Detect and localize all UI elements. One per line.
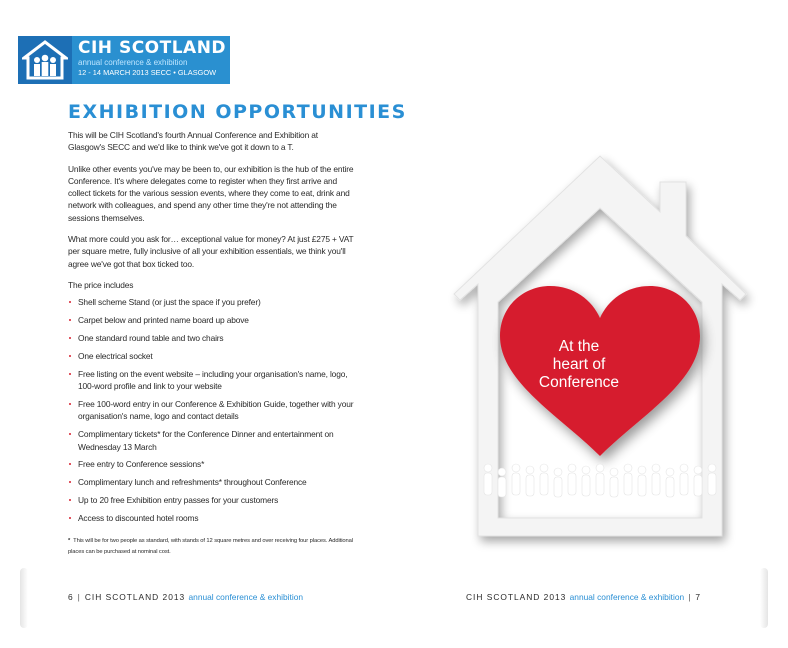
footer-right	[466, 592, 701, 602]
price-includes-list	[68, 296, 354, 524]
footer-left	[68, 592, 303, 602]
heart-caption	[519, 338, 639, 392]
list-item: One standard round table and two chairs	[68, 332, 354, 344]
list-item: Shell scheme Stand (or just the space if you prefer)	[68, 296, 354, 308]
footer-divider: |	[77, 592, 81, 602]
price-includes-label: The price includes	[68, 279, 134, 290]
footnote-text: This will be for two people as standard, with stands of 12 square metres and over receiving four places. Additional places can be purchased at nominal cost.	[68, 538, 353, 555]
footer-brand: CIH SCOTLAND 2013	[84, 592, 186, 602]
heart-caption-line: heart of	[552, 356, 606, 373]
people-silhouettes	[484, 464, 716, 497]
cih-scotland-logo	[18, 36, 230, 84]
body-text	[68, 129, 354, 530]
logo-title: CIH SCOTLAND	[78, 38, 227, 58]
page-curl-right	[760, 568, 768, 628]
page-curl-left	[20, 568, 28, 628]
page-number-right: 7	[695, 592, 702, 602]
heart-caption-line: Conference	[538, 374, 620, 391]
list-item: Free listing on the event website – including your organisation's name, logo, 100-word profile and link to your website	[68, 368, 354, 393]
logo-text-block	[72, 36, 230, 84]
hub-paragraph: Unlike other events you've may be been to, our exhibition is the hub of the entire Conference. It's where delegates come to register when they first arrive and collect tickets for the various session events, where they come to eat, drink and network with colleagues, and spend any other time they're not attending the sessions themselves.	[68, 163, 354, 223]
list-item: Complimentary tickets* for the Conference Dinner and entertainment on Wednesday 13 March	[68, 428, 354, 453]
list-item: Up to 20 free Exhibition entry passes for your customers	[68, 494, 354, 506]
footer-tagline: annual conference & exhibition	[569, 592, 685, 602]
logo-dates: 12 - 14 MARCH 2013 SECC • GLASGOW	[78, 68, 217, 77]
heart-caption-line: At the	[558, 338, 600, 355]
list-item: Free entry to Conference sessions*	[68, 458, 354, 470]
footer-tagline: annual conference & exhibition	[188, 592, 304, 602]
list-item: Access to discounted hotel rooms	[68, 512, 354, 524]
list-item: One electrical socket	[68, 350, 354, 362]
house-people-icon	[18, 36, 72, 84]
page-number-left: 6	[68, 592, 74, 602]
intro-paragraph: This will be CIH Scotland's fourth Annual Conference and Exhibition at Glasgow's SECC and we'd like to think we've got it down to a T.	[68, 130, 318, 153]
footer-divider: |	[688, 592, 692, 602]
list-item: Free 100-word entry in our Conference & Exhibition Guide, together with your organisation's name, logo and contact details	[68, 398, 354, 423]
list-item: Carpet below and printed name board up above	[68, 314, 354, 326]
footnote	[68, 536, 358, 557]
logo-subtitle: annual conference & exhibition	[78, 58, 188, 67]
list-item: Complimentary lunch and refreshments* throughout Conference	[68, 476, 354, 488]
page-heading: EXHIBITION OPPORTUNITIES	[68, 101, 407, 123]
footnote-marker: *	[68, 538, 71, 544]
value-paragraph: What more could you ask for… exceptional value for money? At just £275 + VAT per square metre, fully inclusive of all your exhibition essentials, we think you'll agree we've got that box ticked too.	[68, 234, 354, 269]
footer-brand: CIH SCOTLAND 2013	[466, 592, 567, 602]
